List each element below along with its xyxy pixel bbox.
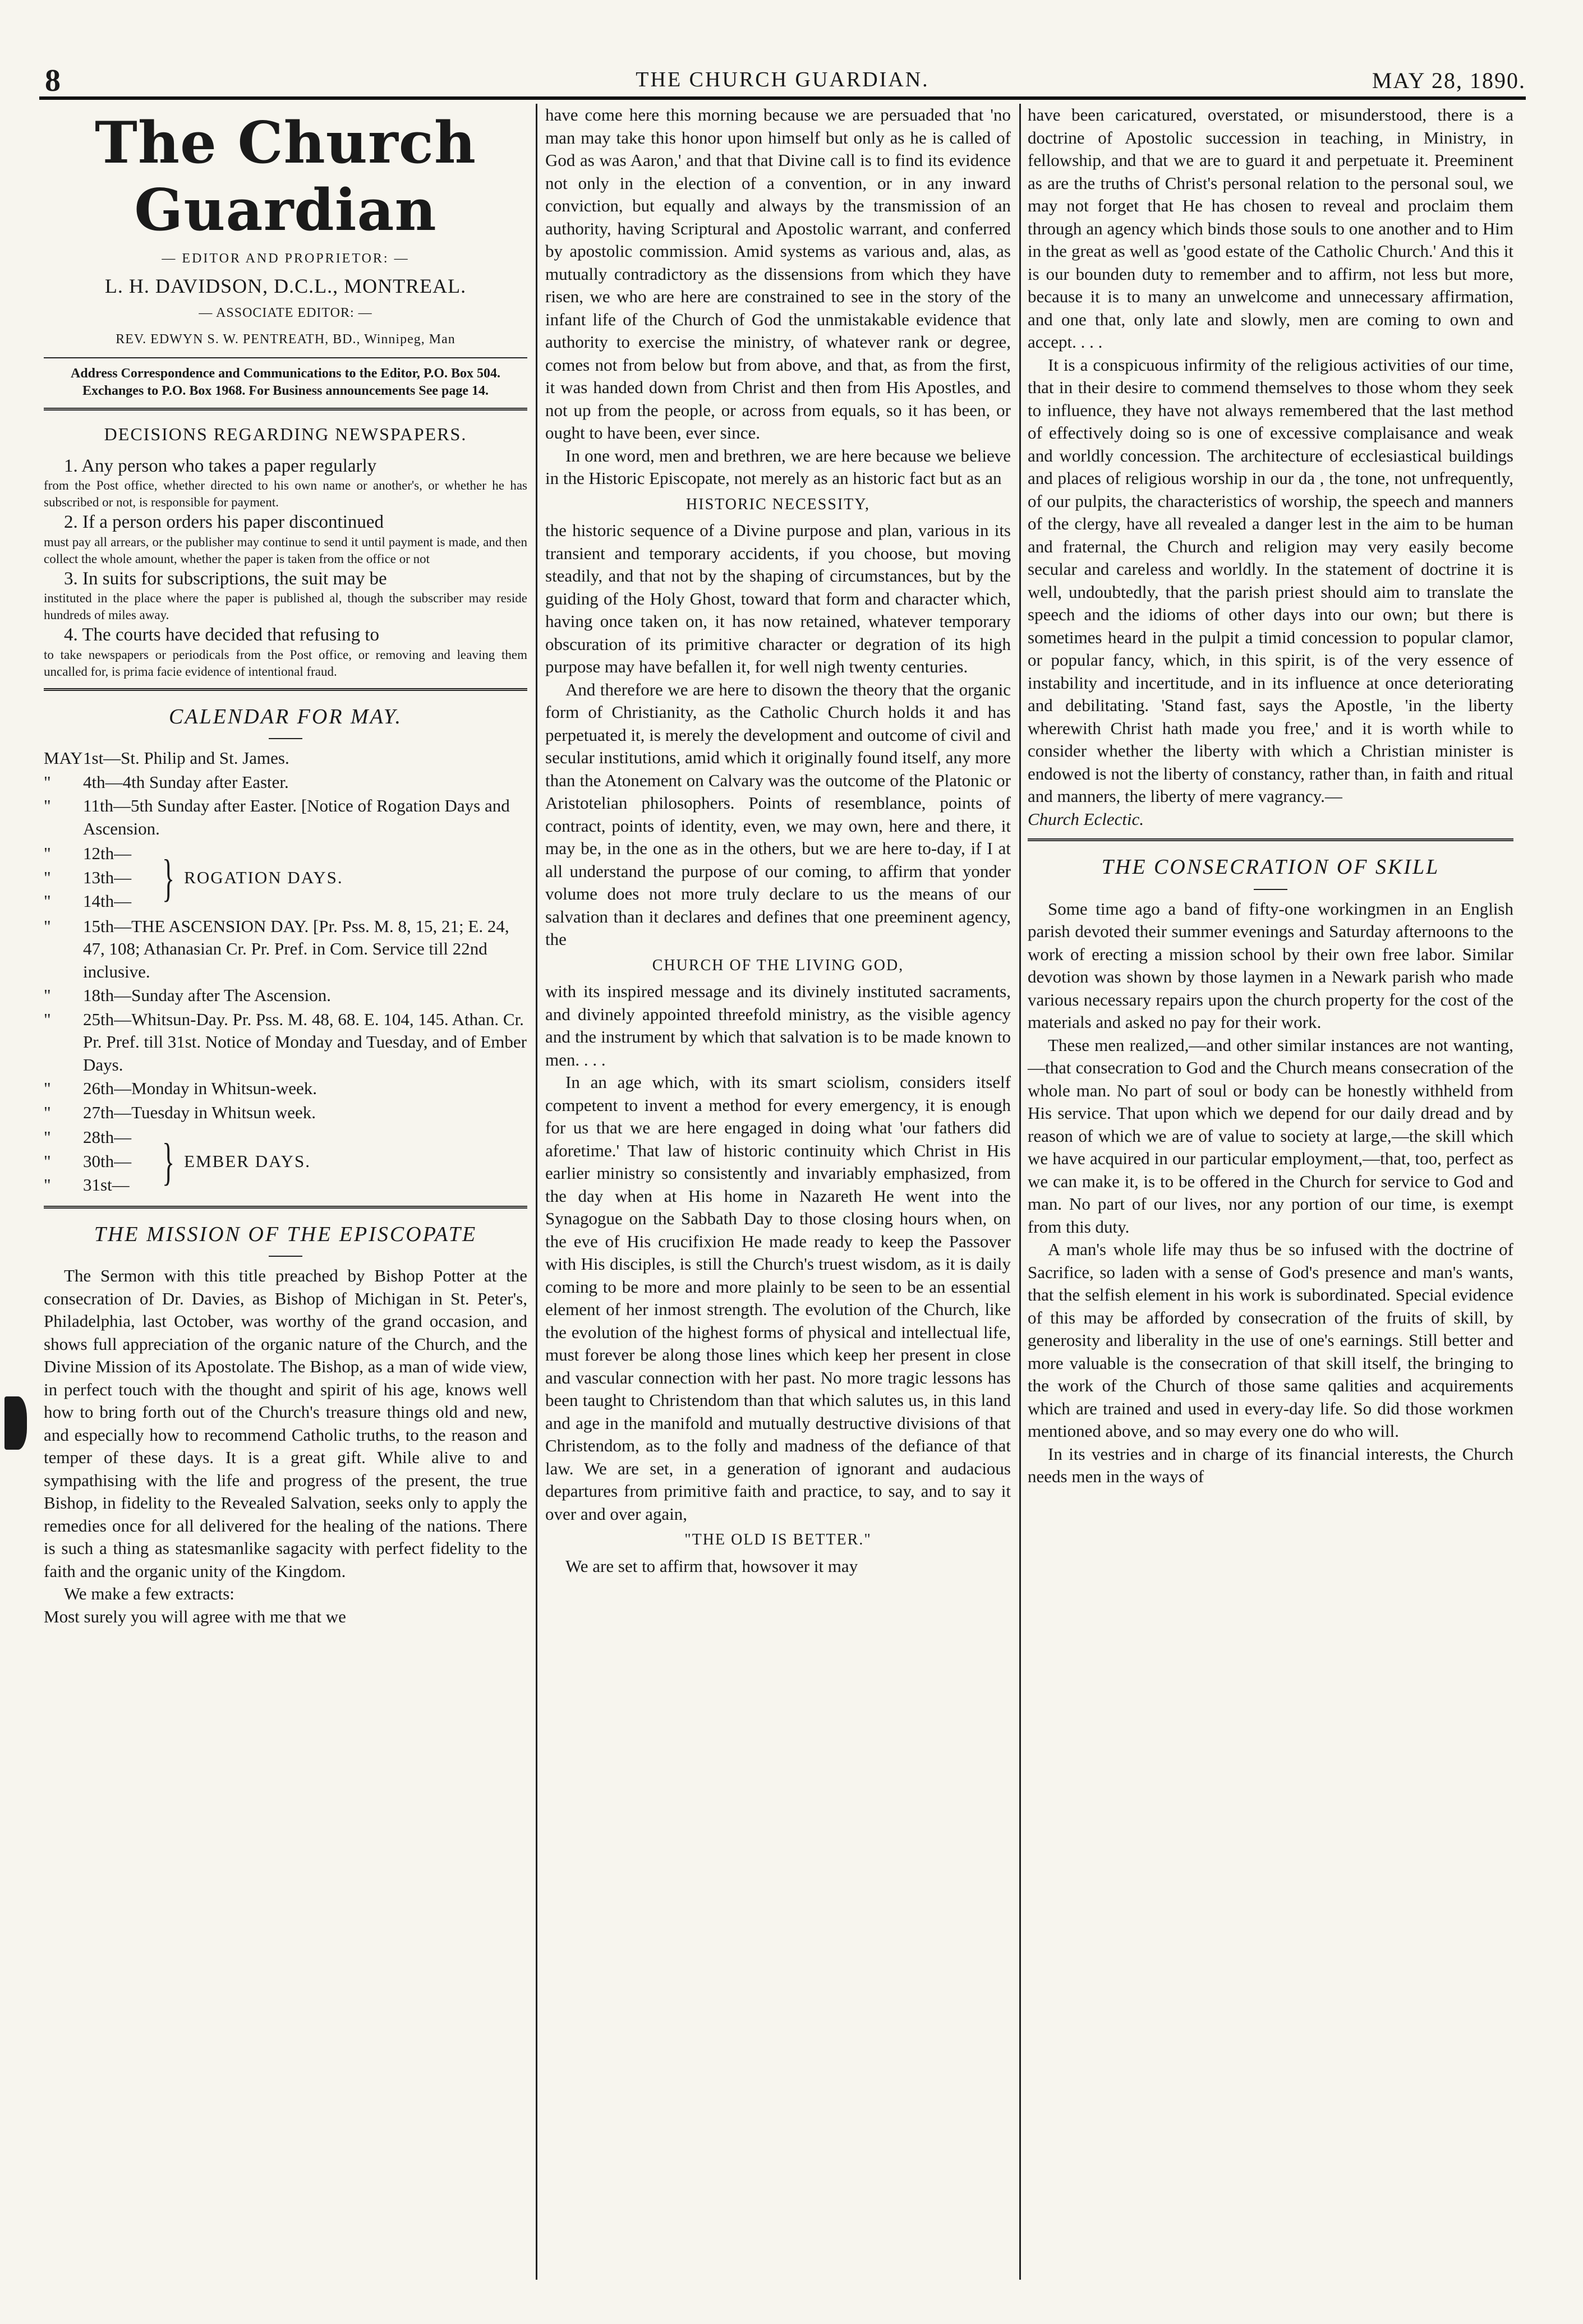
decision-item: 4. The courts have decided that refusing to to take newspapers or periodicals from the Post office, or removing and leaving them uncalled for, is prima facie evidence of intentional fraud. (44, 625, 527, 679)
skill-heading: THE CONSECRATION OF SKILL (1101, 855, 1440, 879)
decisions-list (44, 455, 527, 680)
article-paragraph: A man's whole life may thus be so infused with the doctrine of Sacrifice, so laden with a sense of God's presence and man's wants, that the selfish element in his work is subordinated. Special evidence of this may be afforded by consecration of the fruits of skill, by generosity and liberality in the use of one's earnings. Still better and more valuable is the consecration of that skill itself, the bringing to the work of the Church of those same qalities and acquirements which are trained and used in every-day life. So did those workmen mentioned above, and so may every one do who will. (1028, 1239, 1513, 1441)
decision-item: 1. Any person who takes a paper regularly from the Post office, whether directed to his own name or another's, or whether he has subscribed or not, is responsible for payment. (44, 455, 527, 509)
calendar-list (44, 747, 527, 1198)
article-paragraph: And therefore we are here to disown the theory that the organic form of Christianity, as the Catholic Church holds it and has perpetuated it, is merely the development and outcome of civil and secular institutions, amid which it originally found itself, any more than the Atonement on Calvary was the outcome of the Platonic or Aristotelian philosophers. Points of resemblance, points of contract, points of identity, even, we may own, here and there, it may be, in the one as in the others, but we are here to-day, if I at all understand the purpose of our coming, to affirm that yonder volume does not more truly declare to us the means of our salvation than it declares and defines that one preeminent agency, the (545, 679, 1011, 949)
article-paragraph: the historic sequence of a Divine purpose and plan, various in its transient and temporary accidents, if you choose, but moving steadily, and that not by the shaping of circumstances, but by the guiding of the Holy Ghost, toward that form and character which, having once taken on, it has now retained, whatever temporary obscuration of its primitive character or degration of its high purpose may have befallen it, for well nigh twenty centuries. (545, 520, 1011, 676)
article-paragraph: These men realized,—and other similar instances are not wanting,—that consecration to God and the Church means consecration of the whole man. No part of soul or body can be honestly withheld from His service. That upon which we depend for our daily dread and by reason of which we are of value to society at large,—the skill which we have acquired in our particular employment,—that, too, perfect as we can make it, is to be offered in the Church for service to God and man. No part of our lives, nor any portion of our time, is exempt from this duty. (1028, 1035, 1513, 1237)
article-paragraph: It is a conspicuous infirmity of the religious activities of our time, that in their desire to commend themselves to those whom they seek to influence, they have not always remembered that the last method of effectively doing so is one of excessive complaisance and weak and worldly concession. The architecture of ecclesiastical buildings and places of religious worship in our da , the tone, not unfrequently, of our pulpits, the characteristics of worship, the speech and manners of the clergy, have all revealed a danger lest in the aim to be human and fraternal, the Church and religion may very easily become secular and careless and worldly. In the statement of doctrine it is well, undoubtedly, that the parish priest should aim to translate the speech and the idioms of other days into our own; but there is sometimes heard in the pulpit a timid concession to popular clamor, or popular fancy, which, in this spirit, is of the very essence of instability and incertitude, and in its influence at once deteriorating and debilitating. 'Stand fast, says the Apostle, 'in the liberty wherewith Christ hath made you free,' and it is worth while to consider whether the liberty with which a Christian minister is endowed is not the liberty of constancy, rather than, in faith and ritual and manners, the liberty of mere vagrancy.— (1028, 354, 1513, 806)
associate-label: — ASSOCIATE EDITOR: — (199, 306, 372, 320)
article-paragraph: In its vestries and in charge of its financial interests, the Church needs men in the ways of (1028, 1444, 1513, 1486)
address-notice: Address Correspondence and Communications to the Editor, P.O. Box 504. Exchanges to P.O. Box 1968. For Business announcements See page 14. (70, 366, 501, 398)
decision-item: 3. In suits for subscriptions, the suit may be instituted in the place where the paper is published al, though the subscriber may reside hundreds of miles away. (44, 568, 527, 622)
article-paragraph: In an age which, with its smart sciolism, considers itself competent to invent a method for every emergency, it is enough for us that we are here engaged in doing what 'our fathers did aforetime.' That law of historic continuity which Christ in His earlier ministry so consistently and invariably emphasized, from the day when at His home in Nazareth He went into the Synagogue on the Sabbath Day to those closing hours when, on the eve of His crucifixion He made ready to keep the Passover with His disciples, is still the Church's truest wisdom, as it is daily coming to be more and more plainly to be seen to be an essential element of her inmost strength. The evolution of the Church, like the evolution of the highest forms of physical and intellectual life, must forever be along those lines which keep her present in close and vascular connection with her past. No more tragic lessons has been taught to Christendom than that which salutes us, in this land and age in the manifold and mutually destructive divisions of that Christendom, as to the folly and madness of the defiance of that law. We are set, in a generation of ignorant and audacious departures from primitive faith and practice, to say, and to say it over and over again, (545, 1072, 1011, 1524)
brace-icon: } (162, 849, 175, 906)
article-paragraph: In one word, men and brethren, we are here because we believe in the Historic Episcopate, not merely as an historic fact but as an (545, 445, 1011, 488)
calendar-entry: " 27th—Tuesday in Whitsun week. (44, 1102, 316, 1122)
editor-label: — EDITOR AND PROPRIETOR: — (162, 251, 409, 266)
brace-icon: } (162, 1132, 175, 1190)
subheading: HISTORIC NECESSITY, (686, 495, 870, 513)
calendar-entry: " 15th—THE ASCENSION DAY. [Pr. Pss. M. 8, 15, 21; E. 24, 47, 108; Athanasian Cr. Pr. Pref. in Com. Service till 22nd inclusive. (44, 916, 509, 981)
calendar-entry: " 11th—5th Sunday after Easter. [Notice of Rogation Days and Ascension. (44, 796, 510, 838)
calendar-entry: " 26th—Monday in Whitsun-week. (44, 1078, 317, 1098)
article-paragraph: have come here this morning because we are persuaded that 'no man may take this honor upon himself but only as he is called of God as was Aaron,' and that that Divine call is to find its evidence not only in the election of a convention, or in any inward conviction, but equally and always by the transmission of an authority, having Scriptural and Apostolic warrant, and conferred by apostolic commission. Amid systems as various and, alas, as mutually contradictory as the dissensions from which they have risen, we who are here are constrained to see in the story of the infant life of the Church of God the unmistakable evidence that authority to exercise the ministry, of whatever rank or degree, comes not from below but from above, and that, as from the first, it was handed down from Christ and then from His Apostles, and not up from the people, or across from equals, so it has been, or ought to have been, ever since. (545, 105, 1011, 442)
header-rule (39, 96, 1526, 100)
page-number: 8 (45, 63, 61, 98)
column-divider (1019, 104, 1021, 2280)
article-paragraph: with its inspired message and its divinely instituted sacraments, and divinely appointed threefold ministry, as the visible agency and the instrument by which that salvation is to be made known to men. . . . (545, 981, 1011, 1069)
associate-editor: REV. EDWYN S. W. PENTREATH, BD., Winnipeg, Man (116, 331, 455, 347)
calendar-entry: " 25th—Whitsun-Day. Pr. Pss. M. 48, 68. E. 104, 145. Athan. Cr. Pr. Pref. till 31st. Notice of Monday and Tuesday, and of Ember Days. (44, 1009, 527, 1075)
article-paragraph: We are set to affirm that, howsover it may (565, 1556, 858, 1576)
article-paragraph: Most surely you will agree with me that we (44, 1606, 346, 1626)
column-1 (44, 104, 527, 1628)
editor-name: L. H. DAVIDSON, D.C.L., MONTREAL. (104, 274, 467, 297)
decision-item: 2. If a person orders his paper discontinued must pay all arrears, or the publisher may continue to send it until payment is made, and then collect the whole amount, whether the paper is taken from the office or not (44, 512, 527, 566)
masthead-title: The Church Guardian (95, 109, 476, 244)
subheading: "THE OLD IS BETTER." (684, 1531, 872, 1548)
article-source: Church Eclectic. (1028, 809, 1144, 829)
decisions-heading: DECISIONS REGARDING NEWSPAPERS. (104, 424, 467, 444)
running-title: THE CHURCH GUARDIAN. (636, 68, 929, 91)
mission-heading: THE MISSION OF THE EPISCOPATE (94, 1222, 477, 1246)
calendar-entry: MAY 1st—St. Philip and St. James. (44, 748, 289, 768)
article-paragraph: The Sermon with this title preached by Bishop Potter at the consecration of Dr. Davies, as Bishop of Michigan in St. Peter's, Philadelphia, last October, was worthy of the grand occasion, and shows full appreciation of the organic nature of the Church, and the Divine Mission of its Apostolate. The Bishop, as a man of wide view, in perfect touch with the thought and spirit of his age, knows well how to bring forth out of the Church's treasure things old and new, and especially how to recommend Catholic truths, to the reason and temper of these days. It is a great gift. While alive to and sympathising with the life and progress of the present, the true Bishop, in fidelity to the Revealed Salvation, seeks only to apply the remedies once for all delivered for the healing of the nations. There is such a thing as statesmanlike sagacity with perfect fidelity to the faith and the organic unity of the Kingdom. (44, 1266, 527, 1581)
page-header (39, 63, 1526, 96)
column-2 (545, 104, 1011, 1578)
subheading: CHURCH OF THE LIVING GOD, (652, 956, 904, 974)
article-paragraph: Some time ago a band of fifty-one workingmen in an English parish devoted their summer evenings and Saturday afternoons to the work of erecting a mission school by their own free labor. Similar devotion was shown by those laymen in a Newark parish who made various necessary repairs upon the church property for the cost of the materials and asked no pay for their work. (1028, 898, 1513, 1032)
article-paragraph: We make a few extracts: (64, 1584, 234, 1603)
column-divider (536, 104, 537, 2280)
article-paragraph: have been caricatured, overstated, or misunderstood, there is a doctrine of Apostolic succession in teaching, in Ministry, in fellowship, and that we are to guard it and perpetuate it. Preeminent as are the truths of Christ's personal relation to the personal soul, we may not forget that He has chosen to reveal and proclaim them through an agency which binds those souls to one another and to Him in the great as well as 'good estate of the Catholic Church.' And this it is our bounden duty to remember and to affirm, not less but more, because it is to many an unwelcome and unnecessary affirmation, and one that, only late and slowly, men are coming to own and accept. . . . (1028, 105, 1513, 352)
calendar-entry: " 18th—Sunday after The Ascension. (44, 985, 331, 1005)
ember-days-group: " 28th— " 30th— " 31st— } EMBER DAYS. (44, 1127, 311, 1195)
issue-date: MAY 28, 1890. (1372, 68, 1526, 93)
calendar-heading: CALENDAR FOR MAY. (169, 704, 402, 728)
calendar-entry: " 4th—4th Sunday after Easter. (44, 772, 289, 792)
rogation-days-group: " 12th— " 13th— " 14th— } ROGATION DAYS. (44, 843, 343, 911)
ink-blot (4, 1396, 27, 1450)
column-3 (1028, 104, 1513, 1488)
